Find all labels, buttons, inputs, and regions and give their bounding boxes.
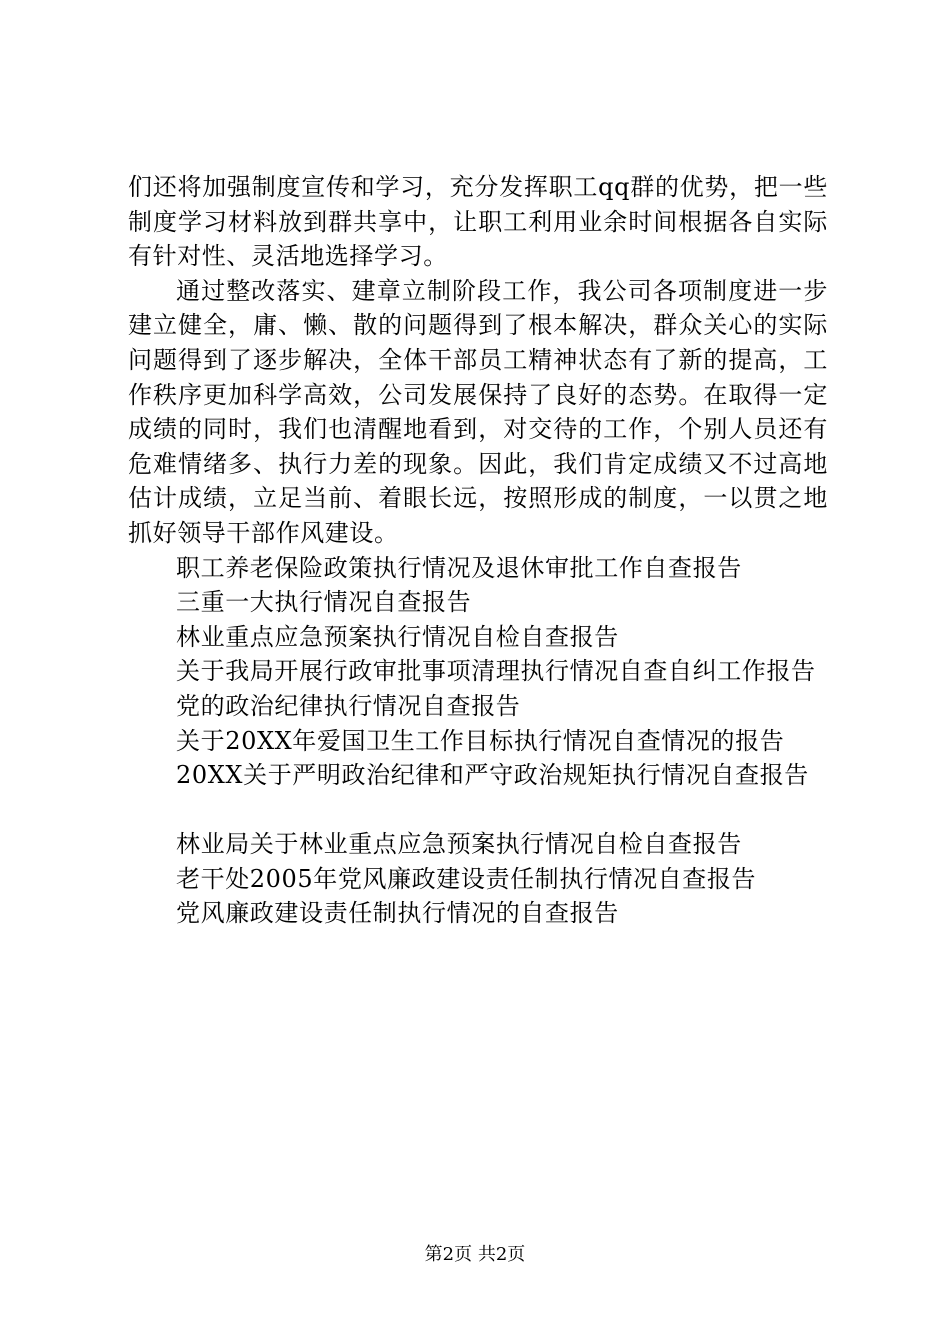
related-reports-list [128,551,828,932]
related-report-title[interactable]: 关于我局开展行政审批事项清理执行情况自查自纠工作报告 [176,657,816,686]
paragraph-summary: 通过整改落实、建章立制阶段工作，我公司各项制度进一步建立健全，庸、懒、散的问题得到了根本解决，群众关心的实际问题得到了逐步解决，全体干部员工精神状态有了新的提高，工作秩序更加科学高效，公司发展保持了良好的态势。在取得一定成绩的同时，我们也清醒地看到，对交待的工作，个别人员还有危难情绪多、执行力差的现象。因此，我们肯定成绩又不过高地估计成绩，立足当前、着眼长远，按照形成的制度，一以贯之地抓好领导干部作风建设。 [128,276,828,547]
related-report-title[interactable]: 老干处2005年党风廉政建设责任制执行情况自查报告 [176,864,757,893]
related-report-title[interactable]: 党的政治纪律执行情况自查报告 [176,691,521,720]
related-report-title[interactable]: 20XX关于严明政治纪律和严守政治规矩执行情况自查报告 [176,761,809,790]
related-report-title[interactable]: 关于20XX年爱国卫生工作目标执行情况自查情况的报告 [176,726,785,755]
related-report-title[interactable]: 职工养老保险政策执行情况及退休审批工作自查报告 [176,553,742,582]
related-report-title[interactable]: 林业重点应急预案执行情况自检自查报告 [176,622,619,651]
related-report-title[interactable]: 党风廉政建设责任制执行情况的自查报告 [176,899,619,928]
document-body [128,170,828,931]
paragraph-continuation: 们还将加强制度宣传和学习，充分发挥职工qq群的优势，把一些制度学习材料放到群共享中，让职工利用业余时间根据各自实际有针对性、灵活地选择学习。 [128,173,828,271]
related-report-title[interactable]: 林业局关于林业重点应急预案执行情况自检自查报告 [176,830,742,859]
page-number: 第2页 共2页 [424,1244,526,1265]
related-report-title[interactable]: 三重一大执行情况自查报告 [176,588,472,617]
page-footer [0,1243,950,1267]
